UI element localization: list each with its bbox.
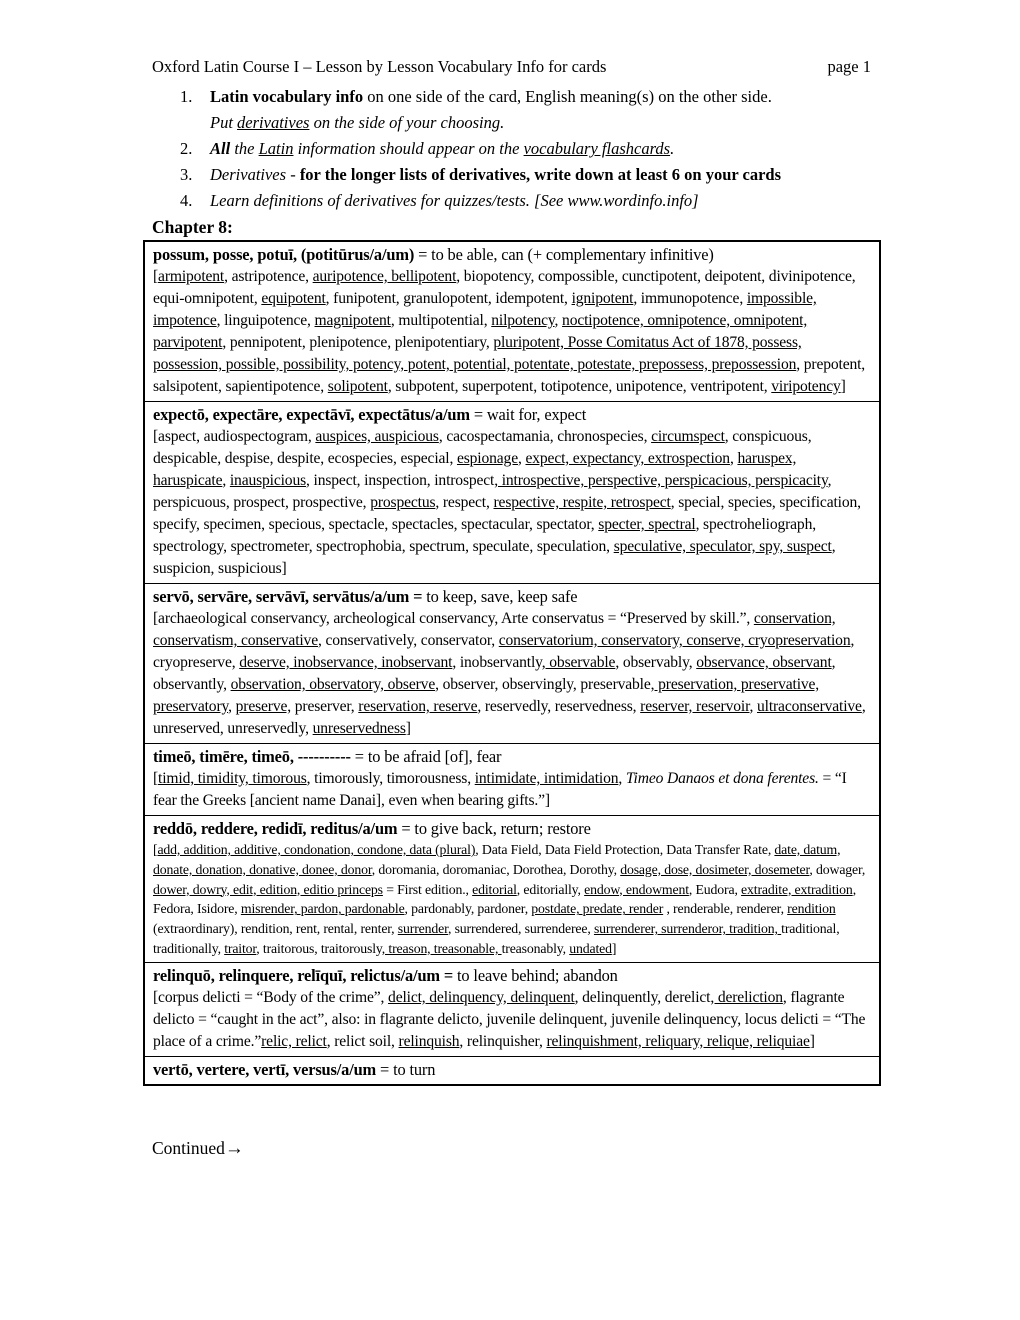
entry-timeo (145, 744, 879, 816)
entry-headword: possum, posse, potuī, (potitūrus/a/um) = to be able, can (+ complementary infinitive) (153, 245, 714, 264)
continued-label: Continued (152, 1137, 225, 1158)
entry-headword: timeō, timēre, timeō, ---------- = to be afraid [of], fear (153, 747, 502, 766)
vocab-table (143, 240, 881, 1086)
entry-derivatives: [add, addition, additive, condonation, condone, data (plural), Data Field, Data Field Protection, Data Transfer Rate, date, datum, donate, donation, donative, donee, donor, doromania, doromaniac, Dorothea, Dorothy, dosage, dose, dosimeter, dosemeter, dowager, dower, dowry, edit, edition, editio princeps = First edition., editorial, editorially, endow, endowment, Eudora, extradite, extradition, Fedora, Isidore, misrender, pardon, pardonable, pardonably, pardoner, postdate, predate, render , renderable, renderer, rendition (extraordinary), rendition, rent, rental, renter, surrender, surrendered, surrenderee, surrenderer, surrenderor, tradition, traditional, traditionally, traitor, traitorous, traitorously, treason, treasonable, treasonably, undated] (153, 842, 866, 956)
entry-possum (145, 242, 879, 402)
entry-headword: reddō, reddere, redidī, reditus/a/um = to give back, return; restore (153, 819, 591, 838)
entry-reddo (145, 816, 879, 963)
document-header (143, 56, 881, 78)
instruction-number: 1. (180, 87, 193, 106)
entry-derivatives: [aspect, audiospectogram, auspices, auspicious, cacospectamania, chronospecies, circumspect, conspicuous, despicable, despise, despite, ecospecies, especial, espionage, expect, expectancy, extrospection, haruspex, haruspicate, inauspicious, inspect, inspection, introspect, introspective, perspective, perspicacious, perspicacity, perspicuous, prospect, prospective, prospectus, respect, respective, respite, retrospect, special, species, specification, specify, specimen, specious, spectacle, spectacles, spectacular, spectator, specter, spectral, spectroheliograph, spectrology, spectrometer, spectrophobia, spectrum, speculate, speculation, speculative, speculator, spy, suspect, suspicion, suspicious] (153, 428, 861, 577)
instruction-item-3 (143, 162, 881, 188)
continued-note (152, 1138, 881, 1160)
instruction-item-4 (143, 188, 881, 214)
instruction-number: 3. (180, 165, 193, 184)
entry-derivatives: [corpus delicti = “Body of the crime”, delict, delinquency, delinquent, delinquently, derelict, dereliction, flagrante delicto = “caught in the act”, also: in flagrante delicto, juvenile delinquent, juvenile delinquency, locus delicti = “The place of a crime.”relic, relict, relict soil, relinquish, relinquisher, relinquishment, reliquary, relique, reliquiae] (153, 988, 866, 1050)
entry-expecto (145, 402, 879, 584)
entry-headword: relinquō, relinquere, relīquī, relictus/a/um = to leave behind; abandon (153, 965, 618, 985)
entry-headword: vertō, vertere, vertī, versus/a/um = to turn (153, 1059, 436, 1079)
entry-derivatives: [timid, timidity, timorous, timorously, timorousness, intimidate, intimidation, Timeo Danaos et dona ferentes. = “I fear the Greeks [ancient name Danai], even when bearing gifts.”] (153, 770, 847, 809)
instruction-number: 4. (180, 191, 193, 210)
instruction-text: Learn definitions of derivatives for quizzes/tests. [See www.wordinfo.info] (210, 191, 699, 210)
entry-headword: expectō, expectāre, expectāvī, expectātus/a/um = wait for, expect (153, 405, 587, 424)
instruction-text: Latin vocabulary info on one side of the card, English meaning(s) on the other side. (210, 87, 772, 106)
document-title: Oxford Latin Course I – Lesson by Lesson Vocabulary Info for cards (152, 57, 607, 76)
entry-relinquo (145, 963, 879, 1057)
entry-derivatives: [armipotent, astripotence, auripotence, bellipotent, biopotency, compossible, cunctipotent, deipotent, divinipotence, equi-omnipotent, equipotent, funipotent, granulopotent, idempotent, ignipotent, immunopotence, impossible, impotence, linguipotence, magnipotent, multipotential, nilpotency, noctipotence, omnipotence, omnipotent, parvipotent, pennipotent, plenipotence, plenipotentiary, pluripotent, Posse Comitatus Act of 1878, possess, possession, possible, possibility, potency, potent, potential, potentate, potestate, prepossess, prepossession, prepotent, salsipotent, sapientipotence, solipotent, subpotent, superpotent, totipotence, unipotence, ventripotent, viripotency] (153, 268, 866, 395)
entry-derivatives: [archaeological conservancy, archeological conservancy, Arte conservatus = “Preserved by skill.”, conservation, conservatism, conservative, conservatively, conservator, conservatorium, conservatory, conserve, cryopreservation, cryopreserve, deserve, inobservance, inobservant, inobservantly, observable, observably, observance, observant, observantly, observation, observatory, observe, observer, observingly, preservable, preservation, preservative, preservatory, preserve, preserver, reservation, reserve, reservedly, reservedness, reserver, reservoir, ultraconservative, unreserved, unreservedly, unreservedness] (153, 610, 866, 737)
instruction-text: Derivatives - for the longer lists of derivatives, write down at least 6 on your cards (210, 165, 782, 184)
chapter-heading: Chapter 8: (152, 217, 233, 237)
instruction-item-2 (143, 136, 881, 162)
instructions-list (143, 84, 881, 214)
entry-servo (145, 584, 879, 744)
instruction-text: Put derivatives on the side of your choosing. (210, 113, 505, 132)
entry-headword: servō, servāre, servāvī, servātus/a/um = to keep, save, keep safe (153, 587, 578, 606)
instruction-text: All the Latin information should appear on the vocabulary flashcards. (210, 139, 675, 158)
instruction-number: 2. (180, 139, 193, 158)
page-number: page 1 (827, 57, 871, 76)
arrow-right-icon: → (224, 1137, 244, 1159)
entry-verto (145, 1057, 879, 1084)
instruction-item-1 (143, 84, 881, 136)
